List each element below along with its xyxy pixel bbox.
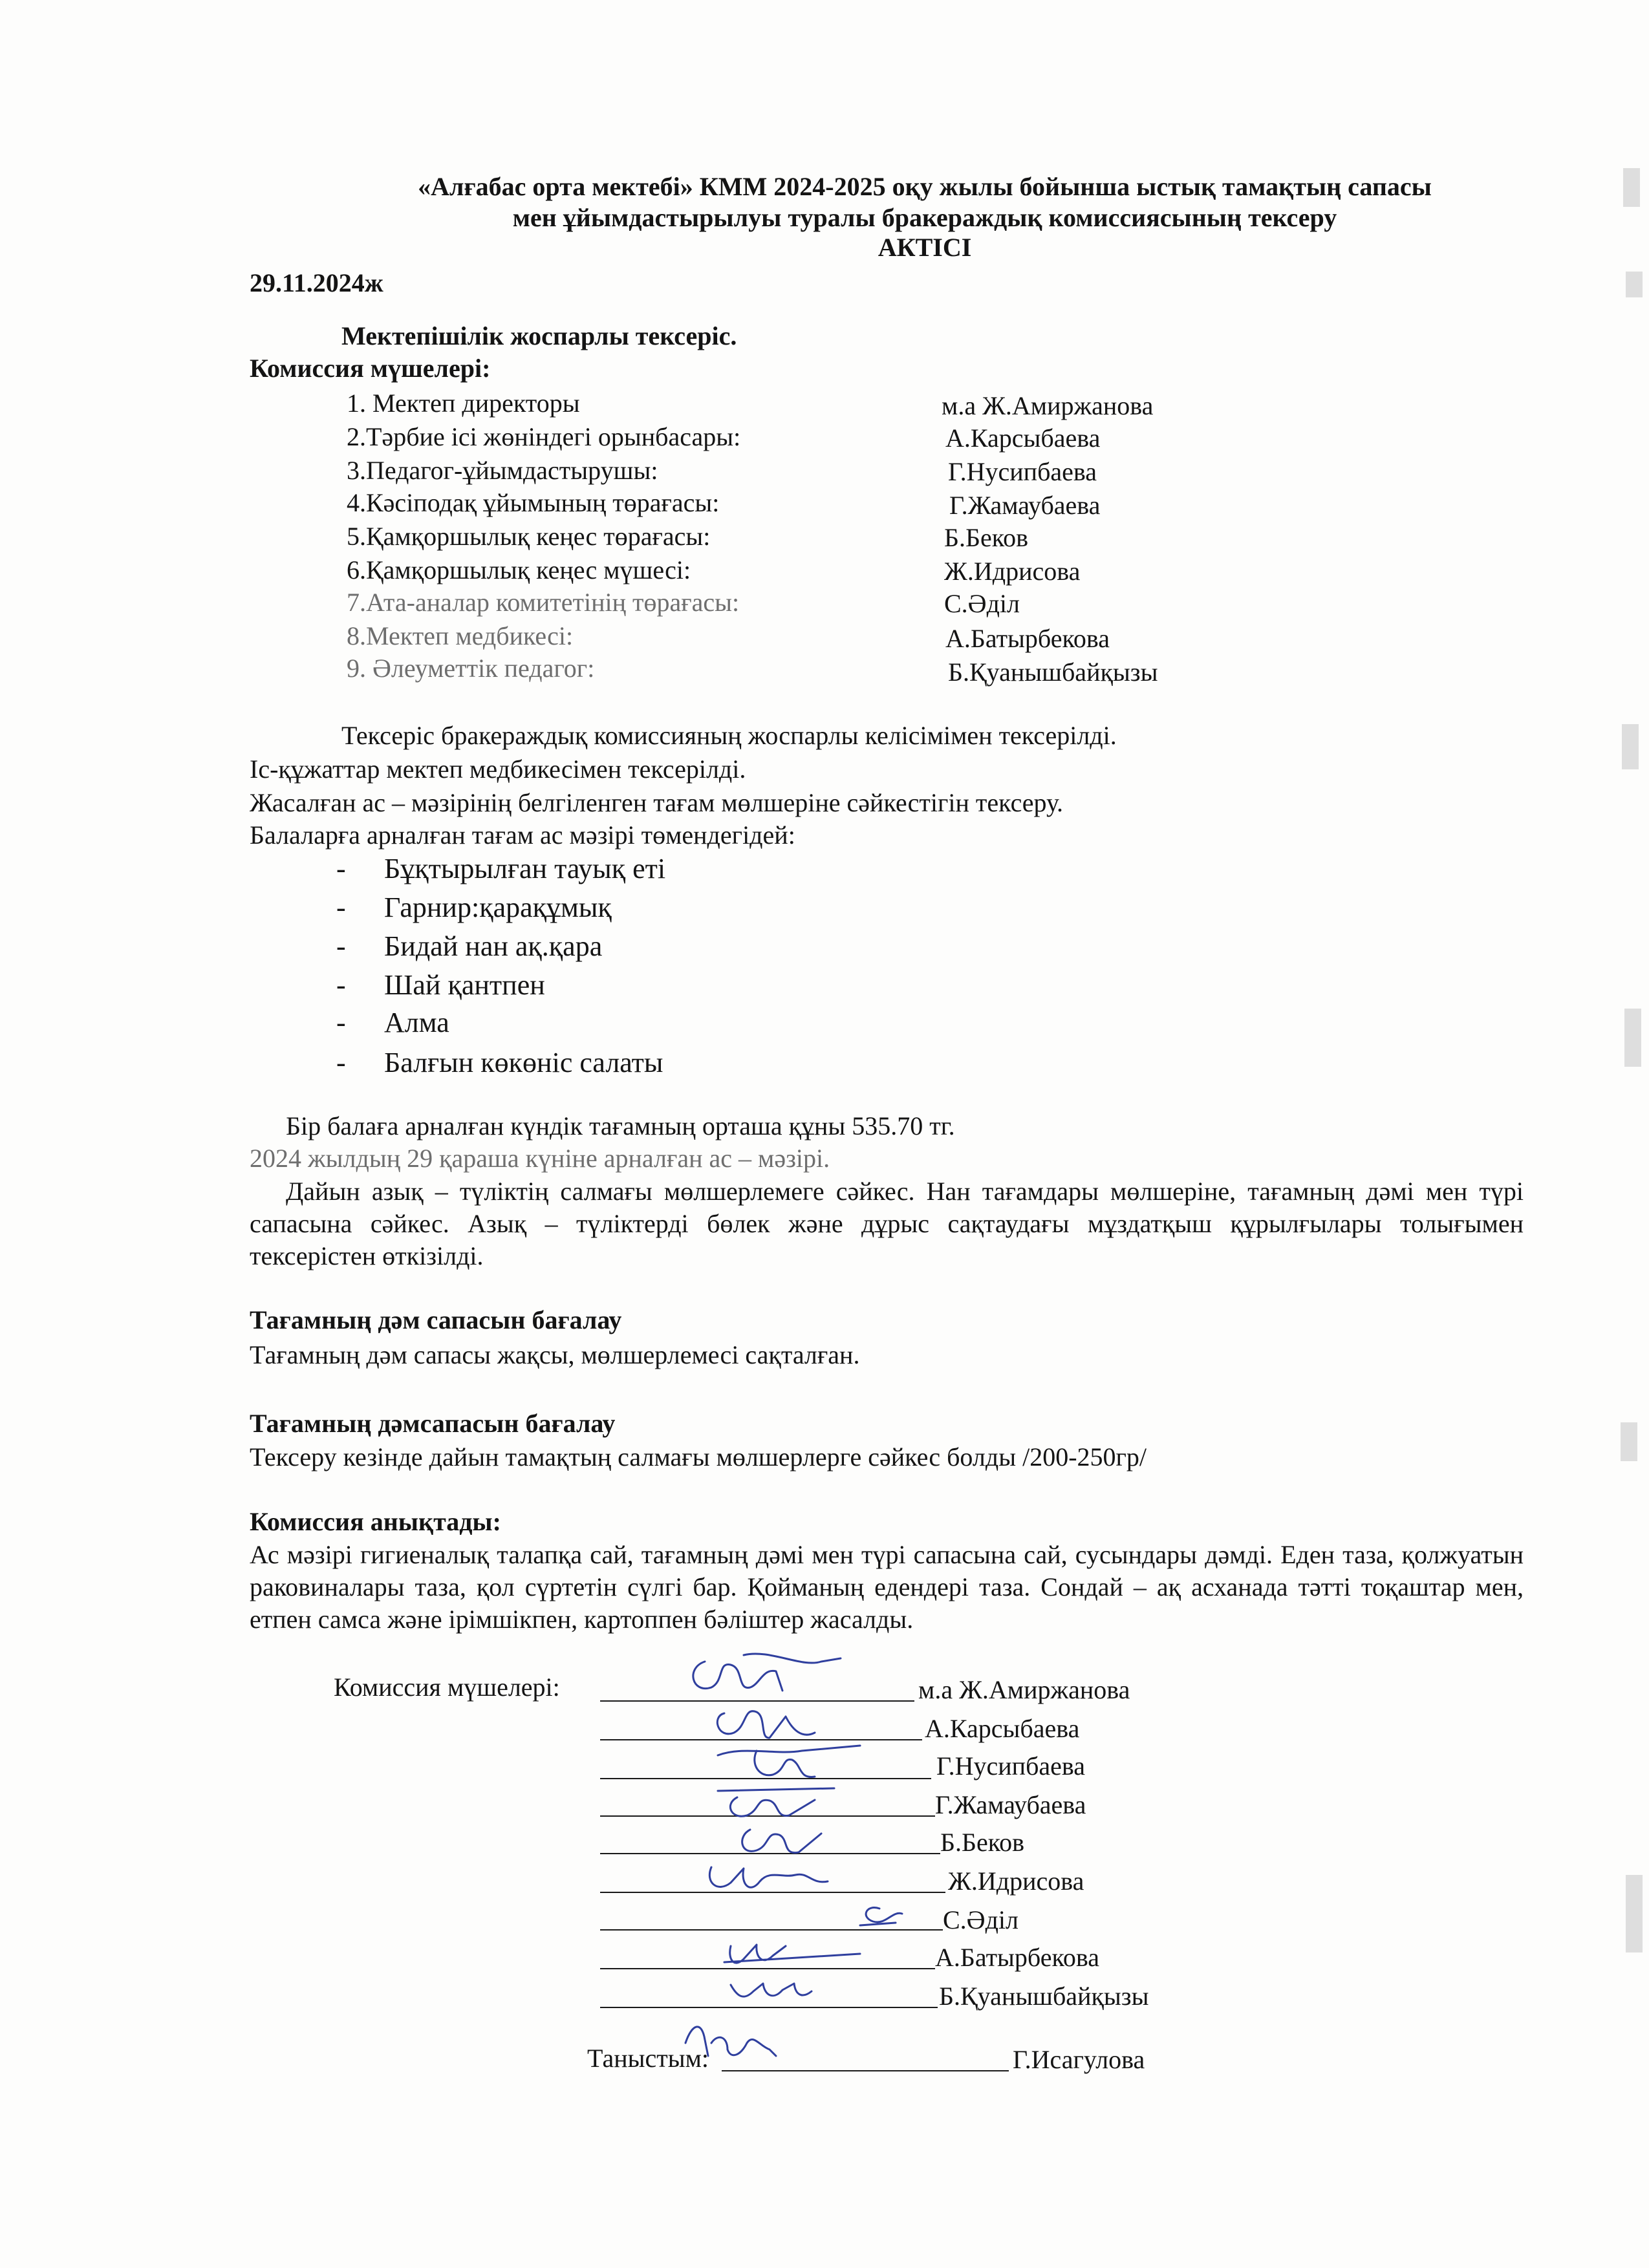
list-bullet: -: [336, 1047, 346, 1078]
scan-noise-mark: [1622, 724, 1639, 769]
member-role: 5.Қамқоршылық кеңес төрағасы:: [347, 522, 711, 551]
document-title-line-1: «Алғабас орта мектебі» КММ 2024-2025 оқу жылы бойынша ыстық тамақтың сапасы: [418, 172, 1432, 201]
menu-item: Балғын көкөніс салаты: [384, 1047, 663, 1078]
member-role: 4.Кәсіподақ ұйымының төрағасы:: [347, 488, 720, 517]
member-role: 8.Мектеп медбикесі:: [347, 621, 574, 650]
signature-mark: [742, 1830, 821, 1853]
menu-item: Алма: [384, 1007, 449, 1038]
scan-noise-mark: [1621, 1422, 1637, 1461]
member-name: А.Карсыбаева: [945, 423, 1101, 453]
document-title-line-3: АКТІСІ: [878, 233, 972, 262]
signature-mark: [717, 1711, 815, 1738]
list-bullet: -: [336, 892, 346, 923]
signer-name: Б.Қуанышбайқызы: [939, 1982, 1149, 2011]
check-type: Мектепішілік жоспарлы тексеріс.: [341, 321, 737, 350]
document-date: 29.11.2024ж: [250, 268, 383, 297]
member-name: Г.Нусипбаева: [948, 457, 1097, 486]
member-role: 2.Тәрбие ісі жөніндегі орынбасары:: [347, 422, 741, 451]
signer-name: Ж.Идрисова: [948, 1867, 1084, 1896]
signer-name: Г.Нусипбаева: [936, 1751, 1086, 1781]
menu-item: Шай қантпен: [384, 969, 545, 1001]
body-paragraph-3: Жасалған ас – мәзірінің белгіленген тағам мөлшеріне сәйкестігін тексеру.: [250, 788, 1064, 817]
quality-paragraph: Дайын азық – түліктің салмағы мөлшерлемеге сәйкес. Нан тағамдары мөлшеріне, тағамның дәмі мен түрі сапасына сәйкес. Азық – түліктерді бөлек және дұрыс сақтаудағы мұздатқыш құрылғылары толығымен тексерістен өткізілді.: [250, 1177, 1524, 1270]
signer-name: м.а Ж.Амиржанова: [918, 1675, 1130, 1704]
member-name: Б.Беков: [944, 523, 1028, 552]
menu-item: Бұқтырылған тауық еті: [384, 853, 666, 884]
taste-text-1: Тағамның дәм сапасы жақсы, мөлшерлемесі сақталған.: [250, 1340, 860, 1369]
acknowledged-name: Г.Исагулова: [1013, 2045, 1145, 2074]
acknowledged-label: Таныстым:: [587, 2044, 709, 2073]
taste-heading-2: Тағамның дәмсапасын бағалау: [250, 1409, 616, 1438]
signature-mark: [709, 1867, 828, 1887]
signer-name: Б.Беков: [940, 1828, 1024, 1857]
document-title-line-2: мен ұйымдастырылуы туралы бракераждық комиссиясының тексеру: [512, 203, 1337, 232]
list-bullet: -: [336, 1007, 346, 1038]
signer-name: А.Батырбекова: [935, 1943, 1100, 1972]
menu-item: Гарнир:қарақұмық: [384, 892, 612, 923]
signature-mark: [718, 1746, 860, 1777]
menu-date-line: 2024 жылдың 29 қараша күніне арналған ас – мәзірі.: [250, 1144, 830, 1173]
signature-mark: [860, 1908, 902, 1925]
scan-noise-mark: [1624, 1009, 1641, 1067]
list-bullet: -: [336, 930, 346, 962]
member-name: м.а Ж.Амиржанова: [942, 391, 1154, 420]
member-name: А.Батырбекова: [945, 624, 1110, 653]
scan-edge-strip: [1597, 0, 1649, 2268]
signature-mark: [724, 1945, 860, 1963]
scan-noise-mark: [1623, 168, 1640, 207]
member-role: 7.Ата-аналар комитетінің төрағасы:: [347, 588, 740, 617]
list-bullet: -: [336, 853, 346, 884]
findings-text: Ас мәзірі гигиеналық талапқа сай, тағамның дәмі мен түрі сапасына сай, сусындары дәмді. Еден таза, қолжуатын раковиналары таза, қол сүртетін сүлгі бар. Қойманың едендері таза. Сондай – ақ асханада тәтті тоқаштар мен, етпен самса және ірімшікпен, картоппен бәліштер жасалды.: [250, 1540, 1524, 1634]
scan-noise-mark: [1626, 1875, 1643, 1952]
signatures-label: Комиссия мүшелері:: [334, 1673, 560, 1702]
signer-name: Г.Жамаубаева: [935, 1790, 1086, 1819]
member-name: Г.Жамаубаева: [949, 491, 1101, 520]
member-role: 9. Әлеуметтік педагог:: [347, 654, 595, 683]
signer-name: А.Карсыбаева: [925, 1714, 1080, 1743]
list-bullet: -: [336, 969, 346, 1001]
findings-heading: Комиссия анықтады:: [250, 1507, 501, 1536]
menu-item: Бидай нан ақ.қара: [384, 930, 603, 962]
member-role: 1. Мектеп директоры: [347, 389, 580, 418]
signature-mark: [731, 1984, 812, 1996]
taste-text-2: Тексеру кезінде дайын тамақтың салмағы мөлшерлерге сәйкес болды /200-250гр/: [250, 1442, 1147, 1471]
scan-noise-mark: [1626, 272, 1643, 297]
member-name: С.Әділ: [944, 589, 1020, 618]
body-paragraph-2: Іс-құжаттар мектеп медбикесімен тексерілді.: [250, 754, 746, 784]
signature-mark: [693, 1654, 841, 1691]
signature-mark: [685, 2027, 776, 2056]
member-role: 3.Педагог-ұйымдастырушы:: [347, 456, 658, 485]
members-heading: Комиссия мүшелері:: [250, 354, 491, 383]
member-name: Б.Қуанышбайқызы: [948, 658, 1158, 687]
member-role: 6.Қамқоршылық кеңес мүшесі:: [347, 555, 691, 584]
taste-heading-1: Тағамның дәм сапасын бағалау: [250, 1305, 622, 1334]
signature-mark: [718, 1788, 834, 1816]
member-name: Ж.Идрисова: [944, 557, 1081, 586]
cost-line: Бір балаға арналған күндік тағамның орташа құны 535.70 тг.: [286, 1111, 955, 1140]
body-paragraph-1: Тексеріс бракераждық комиссияның жоспарлы келісімімен тексерілді.: [341, 721, 1117, 750]
body-paragraph-4: Балаларға арналған тағам ас мәзірі төмендегідей:: [250, 820, 795, 850]
signer-name: С.Әділ: [943, 1905, 1018, 1934]
handwritten-signatures-image: [647, 1642, 905, 2082]
